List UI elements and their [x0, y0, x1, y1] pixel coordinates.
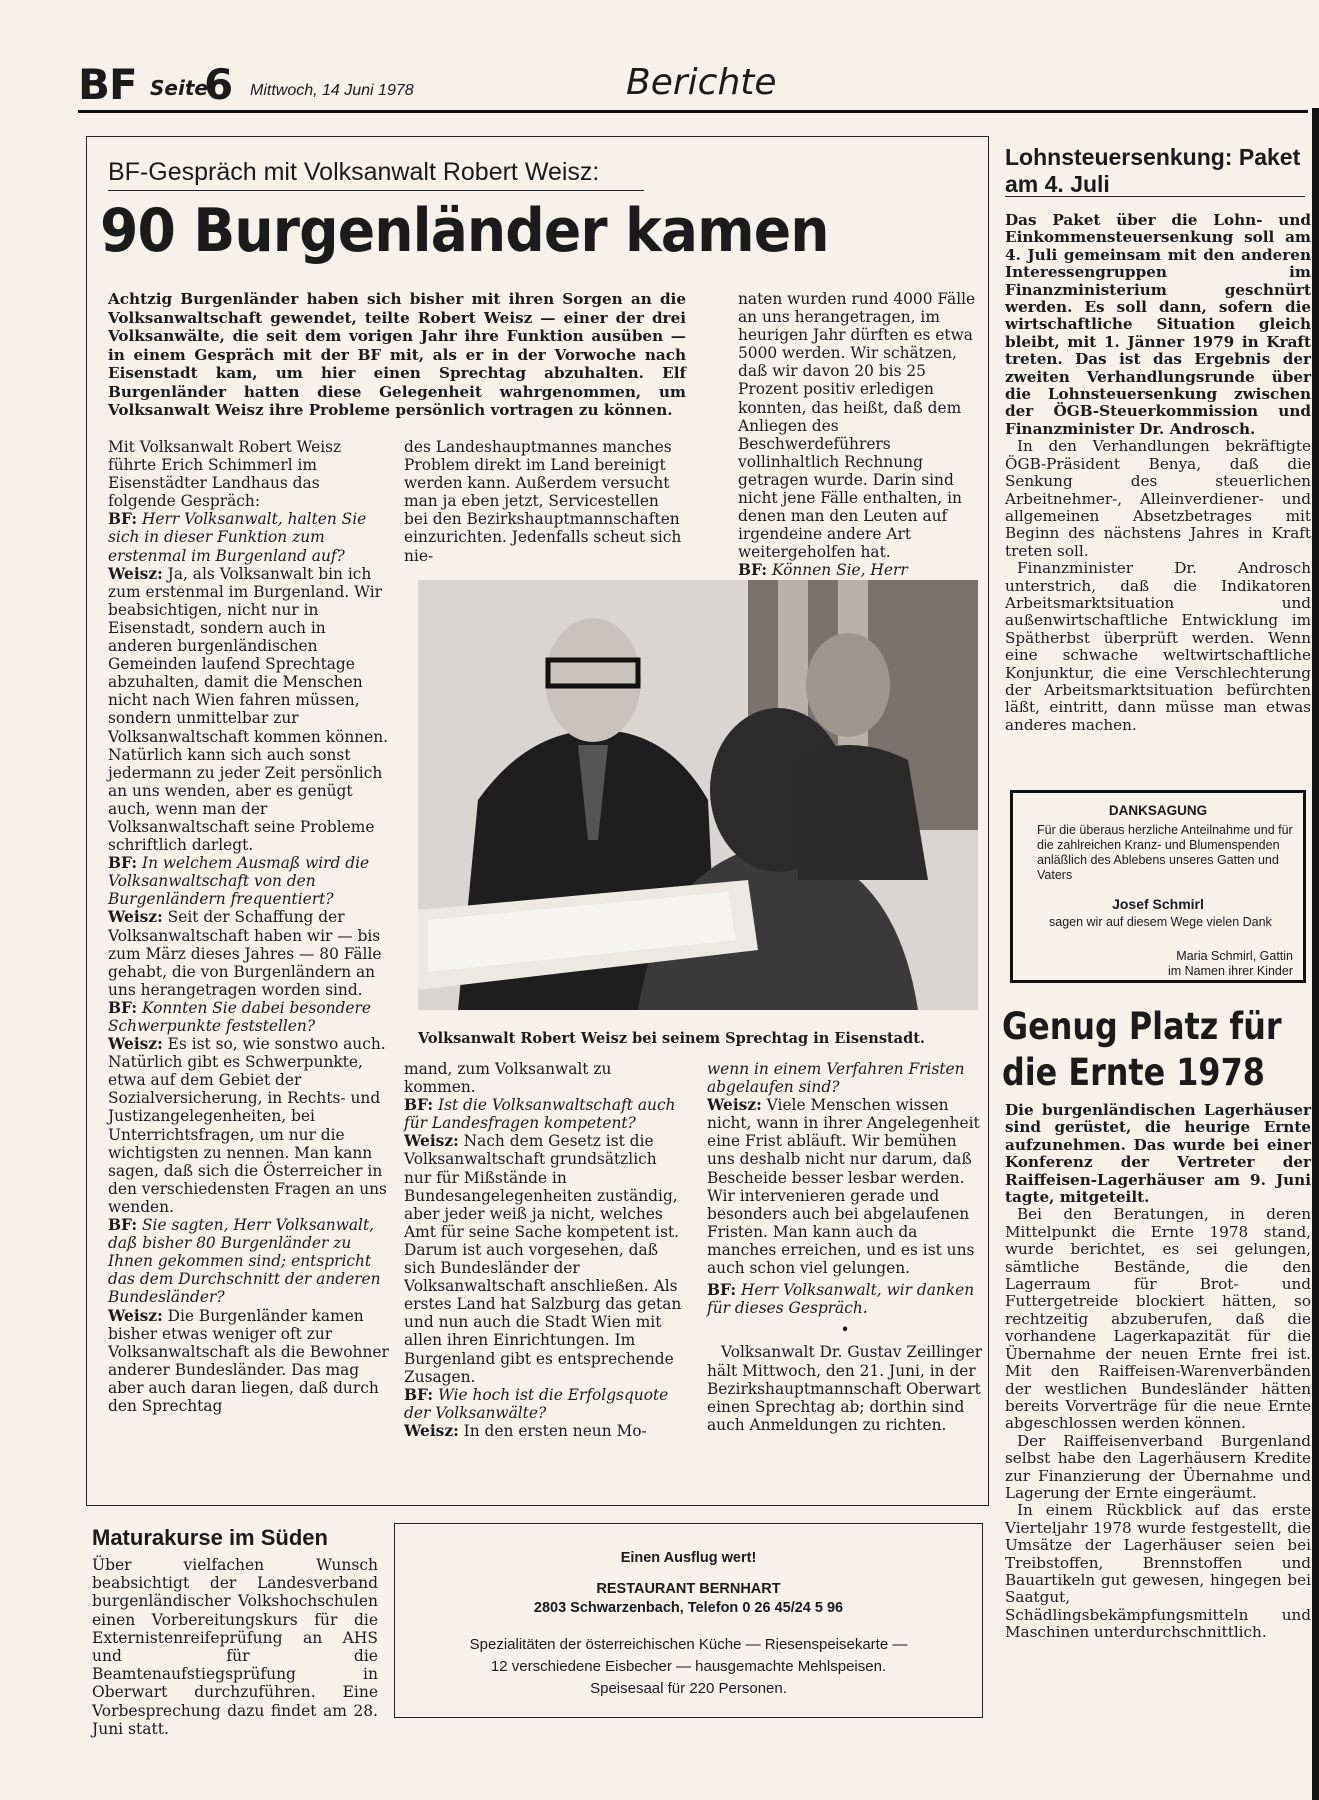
interview-answer: Weisz: Die Burgenländer kamen bisher etwas weniger oft zur Volksanwaltschaft als die Bewohner anderer Bundesländer. Das mag aber auch daran liegen, daß durch den Sprechtag: [108, 1306, 389, 1415]
article-photo: [418, 580, 978, 1010]
interview-question: BF: Konnten Sie dabei besondere Schwerpunkte feststellen?: [108, 998, 371, 1035]
section-title: Berichte: [626, 62, 777, 103]
page-number: 6: [204, 60, 234, 109]
interview-answer: Weisz: In den ersten neun Mo-: [404, 1421, 647, 1440]
paragraph: Finanzminister Dr. Androsch unterstrich, daß die Indikatoren Arbeitsmarktsituation und außenwirtschaftliche Entwicklung im Spätherbst überprüft werden. Wenn eine schwache weltwirtschaftliche Konjunktur, die eine Verschlechterung der Arbeitsmarktsituation befürchten läßt, eintritt, dann müsse man etwas anderes machen.: [1005, 559, 1311, 734]
article-headline: 90 Burgenländer kamen: [100, 196, 829, 266]
paragraph: Der Raiffeisenverband Burgenland selbst habe den Lagerhäusern Kredite zur Finanzierung der Übernahme und Lagerung der Ernte eingeräumt.: [1005, 1431, 1311, 1502]
danksagung-title: DANKSAGUNG: [1108, 803, 1208, 818]
article-column-3-top: [738, 290, 983, 616]
danksagung-body: Für die überaus herzliche Anteilnahme und für die zahlreichen Kranz- und Blumenspenden anläßlich des Ablebens unseres Gatten und Vaters: [1037, 823, 1293, 882]
separator-bullet: •: [840, 1321, 850, 1340]
paragraph: In den Verhandlungen bekräftigte ÖGB-Präsident Benya, daß die Senkung des steuerlichen Arbeitnehmer-, Alleinverdiener- und allgemeinen Absetzbetrages mit Beginn des nächstens Jahres in Kraft treten soll.: [1005, 437, 1311, 560]
danksagung-thanks: sagen wir auf diesem Wege vielen Dank: [1049, 915, 1272, 929]
article-column-2-top: [404, 438, 682, 565]
tax-article: [1005, 212, 1311, 734]
issue-date: Mittwoch, 14 Juni 1978: [250, 82, 414, 99]
page-edge-shadow: [1312, 108, 1319, 1800]
masthead: [78, 52, 1308, 112]
tax-lead: Das Paket über die Lohn- und Einkommensteuersenkung soll am 4. Juli gemeinsam mit den anderen Interessengruppen im Finanzministerium geschnürt werden. Es soll dann, sofern die wirtschaftliche Situation gleich bleibt, mit 1. Jänner 1979 in Kraft treten. Das ist das Ergebnis der zweiten Verhandlungsrunde über die Lohnsteuersenkung zwischen der ÖGB-Steuerkommission und Finanzminister Dr. Androsch.: [1005, 211, 1311, 438]
article-column-3-bottom: [707, 1060, 983, 1434]
ad-specialties: Spezialitäten der österreichischen Küche — Riesenspeisekarte — 12 verschiedene Eisbecher — hausgemachte Mehlspeisen.: [469, 1636, 908, 1675]
masthead-rule: [78, 110, 1308, 113]
interview-question: BF: Wie hoch ist die Erfolgsquote der Volksanwälte?: [404, 1385, 669, 1422]
paragraph: In einem Rückblick auf das erste Vierteljahr 1978 wurde festgestellt, die Umsätze der Lagerhäuser seien bei Treibstoffen, Brennstoffen und Bauartikeln gut gewesen, hingegen bei Saatgut, Schädlingsbekämpfungsmitteln und Maschinen unterdurchschnittlich.: [1005, 1501, 1311, 1642]
interview-question: BF: Können Sie, Herr: [738, 561, 908, 580]
danksagung-notice: [1010, 790, 1306, 983]
interview-question: BF: Herr Volksanwalt, wir danken für dieses Gespräch.: [707, 1281, 975, 1318]
page-label: Seite: [150, 76, 208, 100]
maturakurse-headline: Maturakurse im Süden: [92, 1525, 328, 1550]
tax-headline: Lohnsteuersenkung: Paket am 4. Juli: [1005, 144, 1301, 197]
interview-answer: Weisz: Viele Menschen wissen nicht, wann in ihrer Angelegenheit eine Frist abläuft. Wir bemühen uns deshalb nicht nur darum, daß Bescheide besser lesbar werden. Wir intervenieren gerade und besonders auch bei abgelaufenen Fristen. Man kann auch da manches erreichen, und es ist uns auch schon viel gelungen.: [707, 1096, 980, 1278]
article-kicker: BF-Gespräch mit Volksanwalt Robert Weisz:: [108, 158, 600, 186]
article-lead: Achtzig Burgenländer haben sich bisher mit ihren Sorgen an die Volksanwaltschaft gewendet, teilte Robert Weisz — einer der drei Volksanwälte, die seit dem vorigen Jahr ihre Funktion ausüben — in einem Gespräch mit der BF mit, als er in der Vorwoche nach Eisenstadt kam, um hier einen Sprechtag abzuhalten. Elf Burgenländer hatten diese Gelegenheit wahrgenommen, um Volksanwalt Weisz ihre Probleme persönlich vortragen zu können.: [108, 290, 686, 419]
harvest-lead: Die burgenländischen Lagerhäuser sind gerüstet, die heurige Ernte aufzunehmen. Das wurde bei einer Konferenz der Vertreter der Raiffeisen-Lagerhäuser am 9. Juni tagte, mitgeteilt.: [1005, 1101, 1311, 1207]
paragraph: mand, zum Volksanwalt zu kommen.: [404, 1060, 612, 1097]
danksagung-signature: Maria Schmirl, Gattin im Namen ihrer Kinder: [1167, 949, 1293, 978]
photo-caption: Volksanwalt Robert Weisz bei seinem Sprechtag in Eisenstadt.: [418, 1030, 925, 1047]
ad-capacity: Speisesaal für 220 Personen.: [590, 1680, 787, 1697]
paragraph: Bei den Beratungen, in deren Mittelpunkt die Ernte 1978 stand, wurde berichtet, es sei gelungen, sämtliche Bestände, die den Lagerraum für Brot- und Futtergetreide blockiert hätten, so rechtzeitig abzuberufen, daß die vorhandene Lagerkapazität für die Übernahme der neuen Ernte frei ist. Mit den Raiffeisen-Warenverbänden der westlichen Bundesländer hätten bereits Vorverträge für die neue Ernte abgeschlossen werden können.: [1005, 1205, 1311, 1433]
harvest-article: [1005, 1102, 1311, 1642]
danksagung-name: Josef Schmirl: [1112, 896, 1204, 912]
ad-tagline: Einen Ausflug wert!: [620, 1550, 757, 1566]
photo-illustration: [418, 580, 978, 1010]
interview-question: BF: Herr Volksanwalt, halten Sie sich in dieser Funktion zum erstenmal im Burgenland auf?: [108, 510, 367, 565]
interview-answer: Weisz: Es ist so, wie sonstwo auch. Natürlich gibt es Schwerpunkte, etwa auf dem Gebiet der Sozialversicherung, in Rechts- und Justizangelegenheiten, bei Unterrichtsfragen, um nur die wichtigsten zu nennen. Man kann sagen, daß sich die Österreicher in den verschiedensten Fragen an uns wenden.: [108, 1035, 387, 1216]
interview-question: BF: Ist die Volksanwaltschaft auch für Landesfragen kompetent?: [404, 1096, 676, 1133]
ad-address: 2803 Schwarzenbach, Telefon 0 26 45/24 5 96: [533, 1600, 844, 1616]
paragraph: naten wurden rund 4000 Fälle an uns herangetragen, im heurigen Jahr dürften es etwa 5000 werden. Wir schätzen, daß wir davon 20 bis 25 Prozent positiv erledigen konnten, das heißt, daß dem Anliegen des Beschwerdeführers vollinhaltlich Rechnung getragen wurde. Darin sind nicht jene Fälle enthalten, in denen man den Leuten auf irgendeine andere Art weitergeholfen hat.: [738, 290, 976, 562]
interview-answer: Weisz: Nach dem Gesetz ist die Volksanwaltschaft grundsätzlich nur für Mißstände in Bundesangelegenheiten zuständig, aber jeder weiß ja nicht, welches Amt für seine Sache kompetent ist. Darum ist auch vorgesehen, daß sich Bundesländer der Volksanwaltschaft anschließen. Als erstes Land hat Salzburg das getan und nun auch die Stadt Wien mit allen ihren Einrichtungen. Im Burgenland gibt es entsprechende Zusagen.: [404, 1132, 682, 1386]
paragraph: Volksanwalt Dr. Gustav Zeillinger hält Mittwoch, den 21. Juni, in der Bezirkshauptmannschaft Oberwart einen Sprechtag ab; dorthin sind auch Anmeldungen zu richten.: [707, 1343, 983, 1434]
kicker-rule: [108, 190, 644, 191]
restaurant-advertisement: [394, 1523, 983, 1718]
article-column-1: [108, 438, 392, 1415]
paragraph: des Landeshauptmannes manches Problem direkt im Land bereinigt werden kann. Außerdem versucht man ja eben jetzt, Servicestellen bei den Bezirkshauptmannschaften einzurichten. Jedenfalls scheut sich nie-: [404, 438, 682, 565]
paragraph: Mit Volksanwalt Robert Weisz führte Erich Schimmerl im Eisenstädter Landhaus das folgende Gespräch:: [108, 438, 342, 511]
tax-headline-rule: [1005, 196, 1305, 197]
interview-answer: Weisz: Ja, als Volksanwalt bin ich zum erstenmal im Burgenland. Wir beabsichtigen, nicht nur in Eisenstadt, sondern auch in anderen burgenländischen Gemeinden laufend Sprechtage abzuhalten, damit die Menschen nicht nach Wien fahren müssen, sondern unmittelbar zur Volksanwaltschaft kommen können. Natürlich kann sich auch sonst jedermann zu jeder Zeit persönlich an uns wenden, aber es genügt auch, wenn man der Volksanwaltschaft seine Probleme schriftlich darlegt.: [108, 564, 389, 855]
newspaper-logo: BF: [78, 60, 137, 109]
article-column-2-bottom: [404, 1060, 684, 1440]
interview-question: BF: Sie sagten, Herr Volksanwalt, daß bisher 80 Burgenländer zu Ihnen gekommen sind; entspricht das dem Durchschnitt der anderen Bundesländer?: [108, 1216, 381, 1307]
interview-question-continued: wenn in einem Verfahren Fristen abgelaufen sind?: [707, 1060, 965, 1097]
ad-restaurant-name: RESTAURANT BERNHART: [596, 1581, 781, 1597]
maturakurse-body: Über vielfachen Wunsch beabsichtigt der Landesverband burgenländischer Volkshochschulen einen Vorbereitungskurs für die Externistenreifeprüfung an AHS und für die Beamtenaufstiegsprüfung in Oberwart durchzuführen. Eine Vorbesprechung dazu findet am 28. Juni statt.: [92, 1556, 378, 1738]
interview-question: BF: In welchem Ausmaß wird die Volksanwaltschaft von den Burgenländern frequentiert?: [108, 854, 370, 909]
harvest-headline: Genug Platz für die Ernte 1978: [1002, 1005, 1282, 1094]
interview-answer: Weisz: Seit der Schaffung der Volksanwaltschaft haben wir — bis zum März dieses Jahres — 80 Fälle gehabt, die von Burgenländern an uns herangetragen worden sind.: [108, 908, 382, 999]
